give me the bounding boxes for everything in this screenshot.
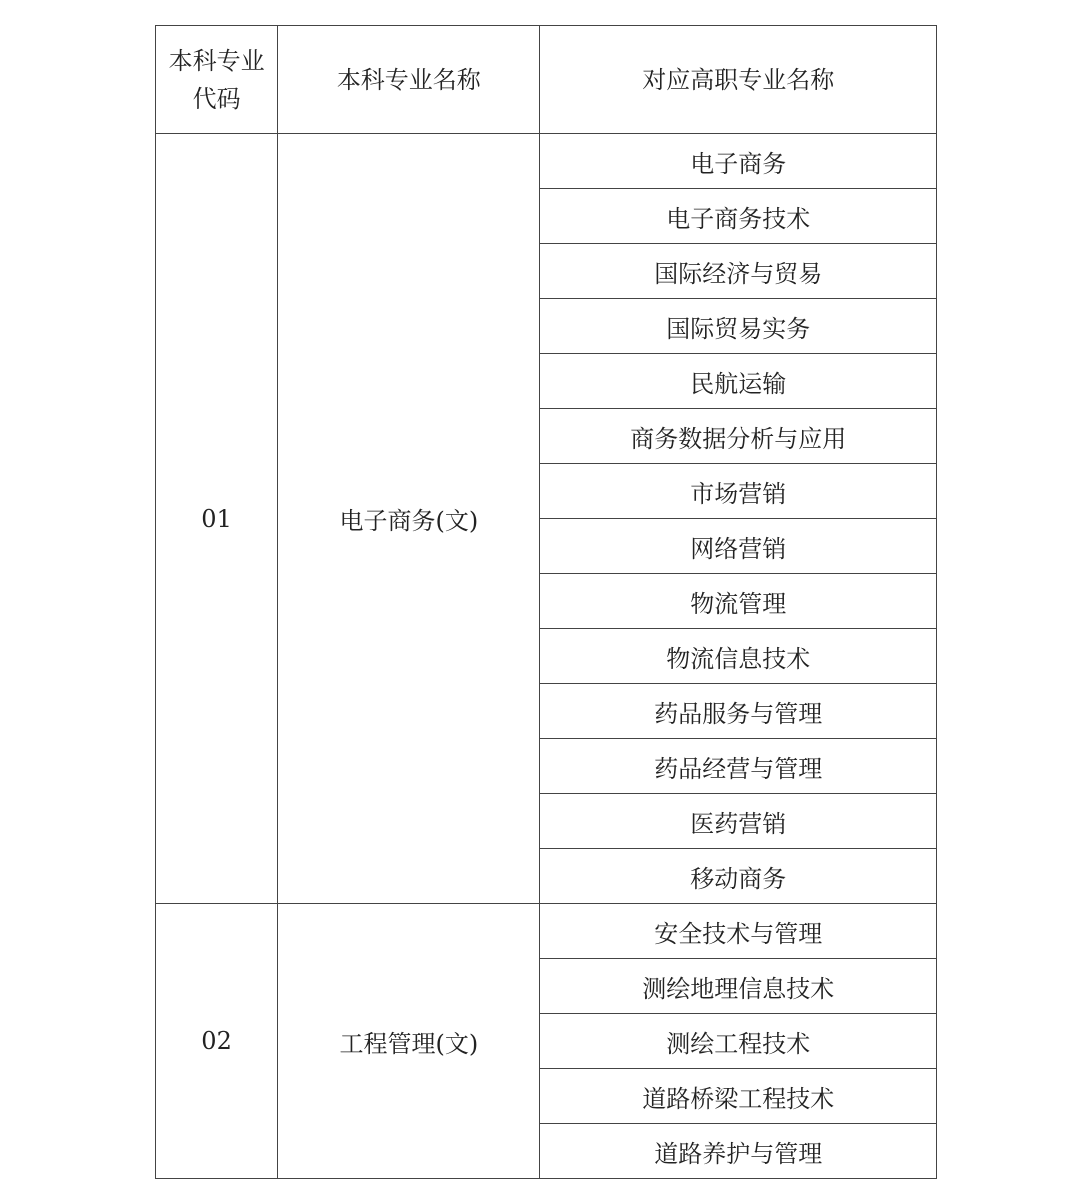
header-row: [156, 26, 937, 134]
major-mapping-table: [155, 25, 937, 1179]
vocational-major-cell: 物流管理: [540, 574, 937, 629]
vocational-major-cell: 道路桥梁工程技术: [540, 1069, 937, 1124]
vocational-major-cell: 药品服务与管理: [540, 684, 937, 739]
vocational-major-cell: 民航运输: [540, 354, 937, 409]
vocational-major-cell: 安全技术与管理: [540, 904, 937, 959]
header-name: 本科专业名称: [278, 26, 540, 134]
header-code: [156, 26, 278, 134]
table-row: [156, 904, 937, 959]
vocational-major-cell: 市场营销: [540, 464, 937, 519]
vocational-major-cell: 电子商务技术: [540, 189, 937, 244]
table-row: [156, 134, 937, 189]
table-body: [156, 26, 937, 1179]
vocational-major-cell: 药品经营与管理: [540, 739, 937, 794]
vocational-major-cell: 电子商务: [540, 134, 937, 189]
undergrad-name-cell: 电子商务(文): [278, 134, 540, 904]
vocational-major-cell: 物流信息技术: [540, 629, 937, 684]
vocational-major-cell: 移动商务: [540, 849, 937, 904]
header-code-line2: 代码: [192, 84, 241, 113]
vocational-major-cell: 测绘地理信息技术: [540, 959, 937, 1014]
undergrad-code-cell: 02: [156, 904, 278, 1179]
vocational-major-cell: 医药营销: [540, 794, 937, 849]
header-vocational: 对应高职专业名称: [540, 26, 937, 134]
vocational-major-cell: 商务数据分析与应用: [540, 409, 937, 464]
undergrad-name-cell: 工程管理(文): [278, 904, 540, 1179]
vocational-major-cell: 道路养护与管理: [540, 1124, 937, 1179]
vocational-major-cell: 国际经济与贸易: [540, 244, 937, 299]
undergrad-code-cell: 01: [156, 134, 278, 904]
vocational-major-cell: 测绘工程技术: [540, 1014, 937, 1069]
vocational-major-cell: 国际贸易实务: [540, 299, 937, 354]
header-code-line1: 本科专业: [168, 46, 265, 75]
vocational-major-cell: 网络营销: [540, 519, 937, 574]
